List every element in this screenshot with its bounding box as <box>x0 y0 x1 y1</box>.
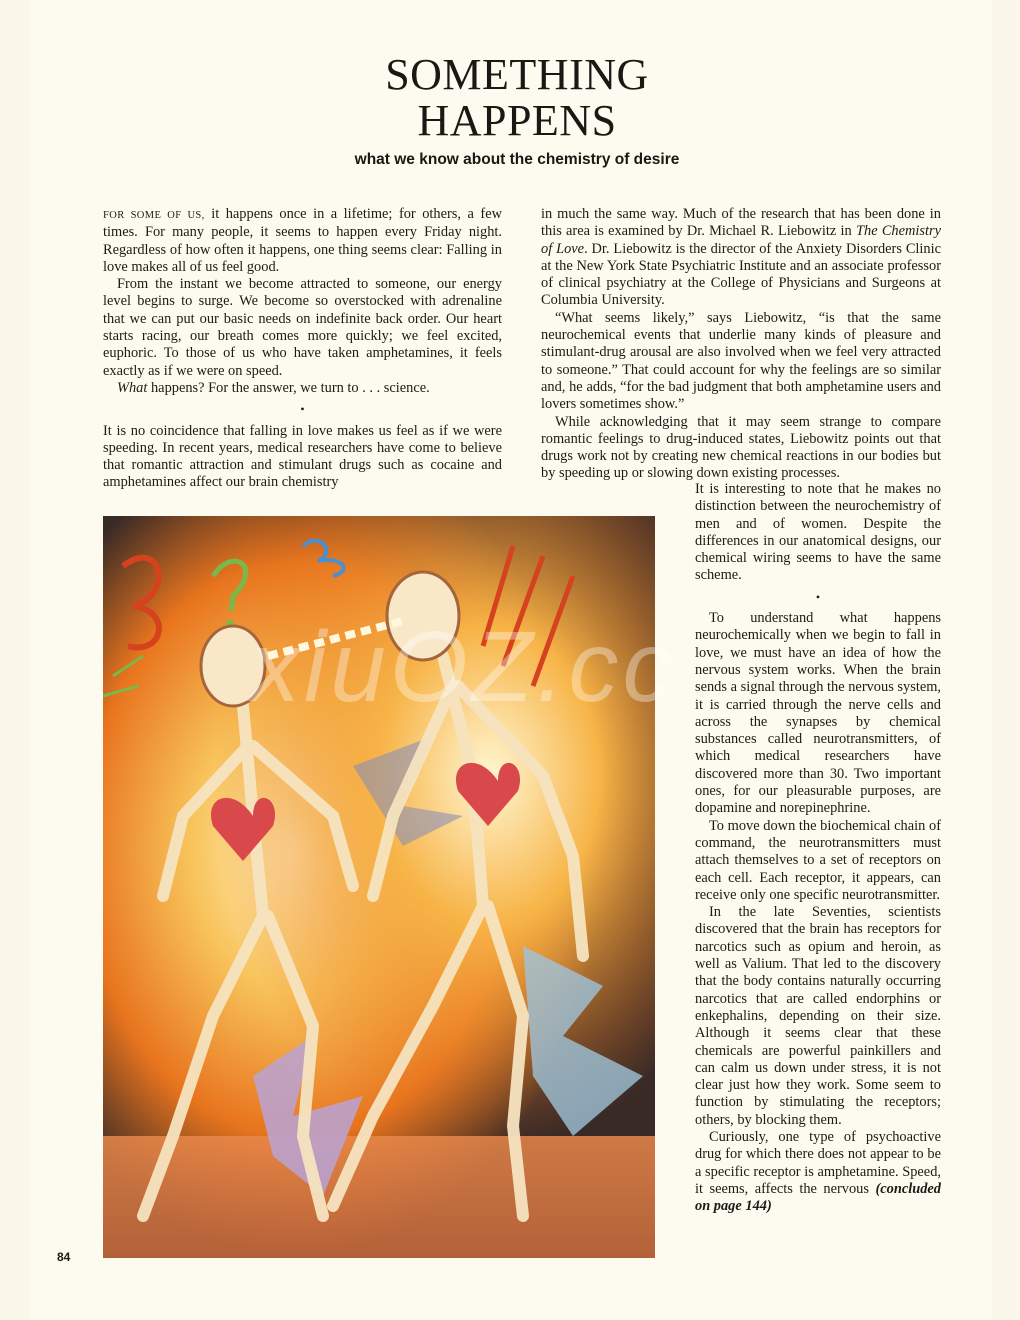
emphasis: What <box>117 379 148 396</box>
paragraph-text: . Dr. Liebowitz is the director of the Anxiety Disorders Clinic at the New York State Psychiatric Institute and an associate professor of clinical psychiatry at the College of Physicians and Surgeons at Columbia University. <box>541 240 941 309</box>
lead-in-smallcaps: FOR SOME OF US, <box>103 210 205 221</box>
paragraph: It is interesting to note that he makes no distinction between the neurochemistry of men and of women. Despite the differences in our anatomical designs, our chemical wiring seems to have the same scheme. <box>695 481 941 584</box>
section-divider: • <box>300 402 305 417</box>
paragraph: “What seems likely,” says Liebowitz, “is that the same neurochemical events that underlie many kinds of pleasure and stimulant-drug arousal are also involved when we feel very attracted to someone.” That could account for why the feelings are so similar and, he adds, “for the bad judgment that both amphetamine users and lovers sometimes show.” <box>541 309 941 413</box>
title-line-2: HAPPENS <box>417 96 617 145</box>
paragraph: To move down the biochemical chain of command, the neurotransmitters must attach themselves to a set of receptors on each cell. Each receptor, it appears, can receive only one specific neurotransmitter. <box>695 817 941 903</box>
paragraph <box>103 206 502 276</box>
watermark: xiuOZ.cc <box>250 611 677 723</box>
page-number: 84 <box>57 1250 71 1264</box>
paragraph <box>695 1129 941 1215</box>
dancing-skeletons-illustration <box>103 516 655 1258</box>
continued-note: (concluded on page 144) <box>695 1180 941 1215</box>
illustration-artwork <box>103 516 655 1258</box>
paragraph: From the instant we become attracted to someone, our energy level begins to surge. We become so overstocked with adrenaline that we can put our basic needs on indefinite back order. Our heart starts racing, our breath comes more quickly; we feel excited, euphoric. To those of us who have taken amphetamines, it feels exactly as if we were on speed. <box>103 276 502 379</box>
paragraph: In the late Seventies, scientists discovered that the brain has receptors for narcotics such as opium and heroin, as well as Valium. That led to the discovery that the body contains naturally occurring narcotics that are called endorphins or enkephalins, depending on their size. Although it seems clear that these chemicals are powerful painkillers and can calm us down under stress, it is not clear just how they work. Some seem to function by stimulating the receptors; others, by blocking them. <box>695 904 941 1128</box>
paragraph <box>541 206 941 310</box>
paragraph: To understand what happens neurochemically when we begin to fall in love, we must have an idea of how the nervous system works. When the brain sends a signal through the nervous system, it is carried through the nerve cells and across the synapses by chemical substances called neurotransmitters, of which medical researchers have discovered more than 30. Two important ones, for our pleasurable purposes, are dopamine and norepinephrine. <box>695 610 941 817</box>
book-title: The Chemistry of Love <box>541 223 941 257</box>
paragraph: While acknowledging that it may seem strange to compare romantic feelings to drug-induced states, Liebowitz points out that drugs work not by creating new chemical reactions in our bodies but by speeding up or slowing down existing processes. <box>541 413 941 482</box>
text-column-3 <box>695 481 941 1215</box>
paragraph-text: happens? For the answer, we turn to . . . science. <box>147 379 430 396</box>
paragraph-text: in much the same way. Much of the research that has been done in this area is examined by Dr. Michael R. Liebowitz in <box>541 206 941 240</box>
text-column-2 <box>541 206 941 483</box>
paragraph <box>103 380 502 397</box>
section-divider: • <box>815 589 821 604</box>
text-column-1 <box>103 206 502 492</box>
paragraph-text: Curiously, one type of psychoactive drug for which there does not appear to be a specific receptor is amphetamine. Speed, it seems, affects the nervous <box>695 1128 941 1197</box>
paragraph-text: it happens once in a lifetime; for others, a few times. For many people, it seems to happen every Friday night. Regardless of how often it happens, one thing seems clear: Falling in love makes all of us feel good. <box>103 206 502 275</box>
title-line-1: SOMETHING <box>385 50 649 99</box>
article-title <box>0 52 1020 144</box>
article-subtitle: what we know about the chemistry of desire <box>354 151 680 168</box>
paragraph: It is no coincidence that falling in love makes us feel as if we were speeding. In recent years, medical researchers have come to believe that romantic attraction and stimulant drugs such as cocaine and amphetamines affect our brain chemistry <box>103 422 502 491</box>
